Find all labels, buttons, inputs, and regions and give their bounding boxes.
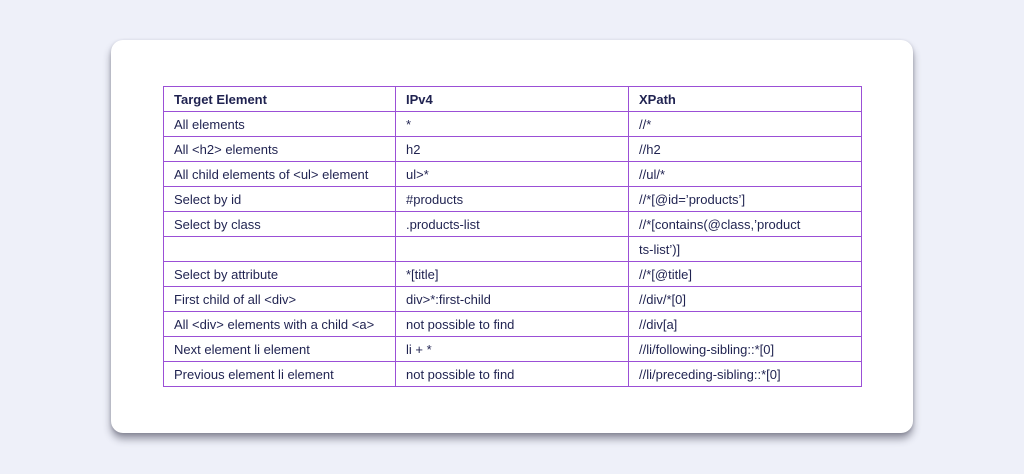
cell-xpath: //*[contains(@class,’product: [629, 212, 862, 237]
table-row: [164, 212, 862, 237]
cell-target: All <h2> elements: [164, 137, 396, 162]
cell-ipv4: li + *: [396, 337, 629, 362]
cell-target: All elements: [164, 112, 396, 137]
cell-target: All <div> elements with a child <a>: [164, 312, 396, 337]
table-row: [164, 162, 862, 187]
table-row: [164, 312, 862, 337]
cell-target: Select by attribute: [164, 262, 396, 287]
cell-ipv4: [396, 237, 629, 262]
cell-xpath: //ul/*: [629, 162, 862, 187]
table-row: [164, 362, 862, 387]
cell-target: Next element li element: [164, 337, 396, 362]
table-row: [164, 112, 862, 137]
cell-ipv4: .products-list: [396, 212, 629, 237]
cell-ipv4: not possible to find: [396, 312, 629, 337]
cell-xpath: //h2: [629, 137, 862, 162]
table-row: [164, 237, 862, 262]
cell-xpath: ts-list’)]: [629, 237, 862, 262]
cell-xpath: //li/preceding-sibling::*[0]: [629, 362, 862, 387]
cell-ipv4: div>*:first-child: [396, 287, 629, 312]
cell-xpath: //div/*[0]: [629, 287, 862, 312]
table-header-row: [164, 87, 862, 112]
cell-target: Previous element li element: [164, 362, 396, 387]
cell-ipv4: ul>*: [396, 162, 629, 187]
header-target-element: Target Element: [164, 87, 396, 112]
table-row: [164, 337, 862, 362]
header-ipv4: IPv4: [396, 87, 629, 112]
cell-xpath: //*[@title]: [629, 262, 862, 287]
table-row: [164, 187, 862, 212]
cell-ipv4: *[title]: [396, 262, 629, 287]
cell-xpath: //div[a]: [629, 312, 862, 337]
cell-ipv4: #products: [396, 187, 629, 212]
cell-target: Select by id: [164, 187, 396, 212]
content-card: [111, 40, 913, 433]
cell-xpath: //*[@id=’products’]: [629, 187, 862, 212]
cell-ipv4: *: [396, 112, 629, 137]
header-xpath: XPath: [629, 87, 862, 112]
cell-ipv4: h2: [396, 137, 629, 162]
cell-target: Select by class: [164, 212, 396, 237]
table-row: [164, 137, 862, 162]
table-row: [164, 287, 862, 312]
selector-comparison-table: [163, 86, 862, 387]
table-row: [164, 262, 862, 287]
cell-target: [164, 237, 396, 262]
cell-target: All child elements of <ul> element: [164, 162, 396, 187]
cell-xpath: //*: [629, 112, 862, 137]
cell-ipv4: not possible to find: [396, 362, 629, 387]
cell-target: First child of all <div>: [164, 287, 396, 312]
cell-xpath: //li/following-sibling::*[0]: [629, 337, 862, 362]
